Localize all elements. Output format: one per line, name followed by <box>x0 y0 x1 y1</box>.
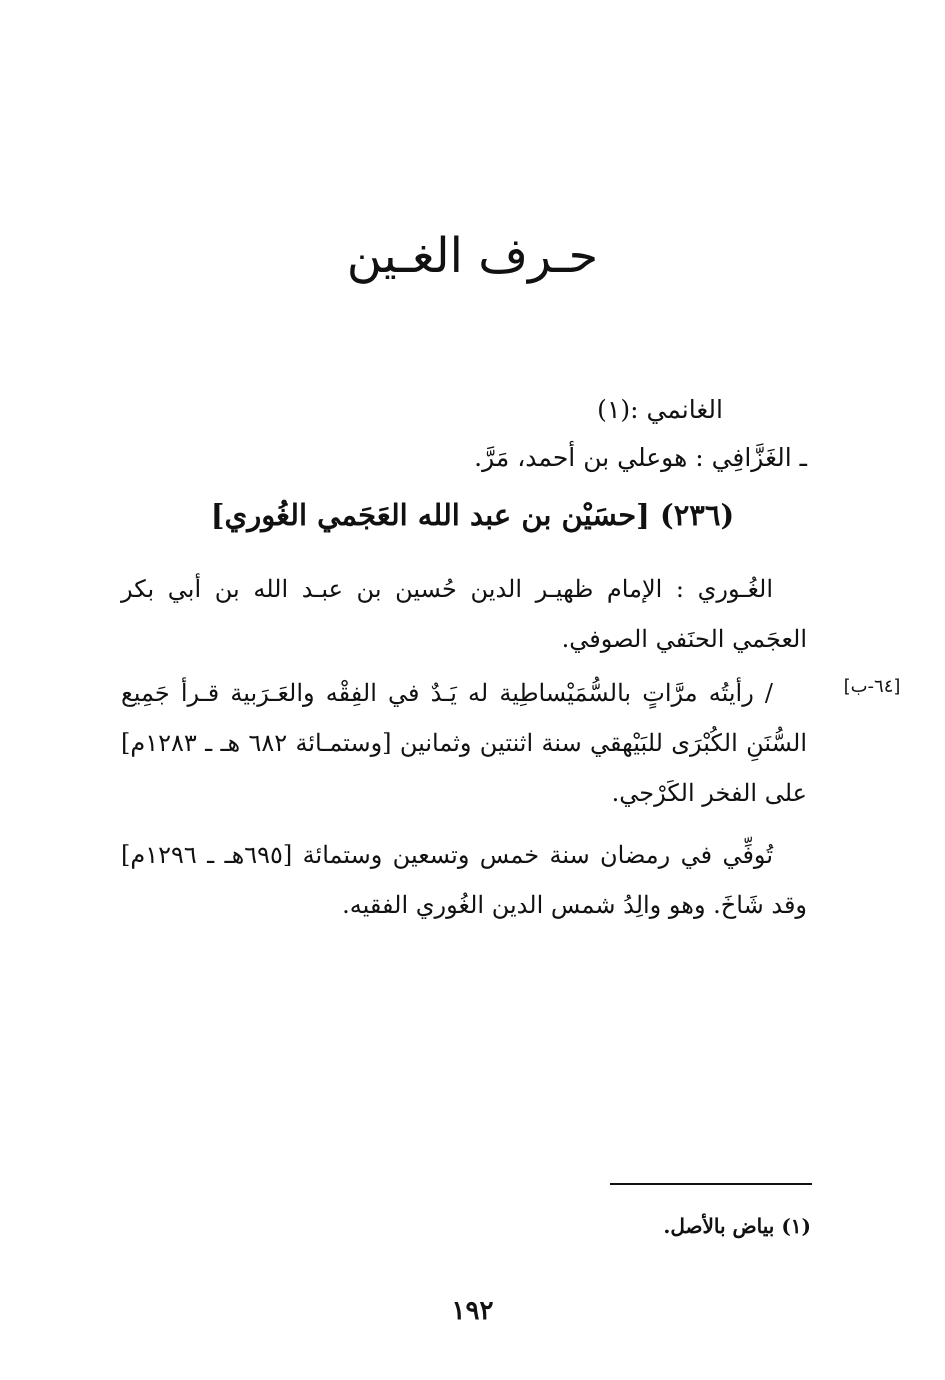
entry-ghazafi: ـ الغَزَّافِي : هوعلي بن أحمد، مَرَّ. <box>474 443 807 472</box>
paragraph-death <box>121 830 807 930</box>
paragraph-text: الغُـوري : الإمام ظهيـر الدين حُسين بن عبـد الله بن أبي بكر العجَمي الحنَفي الصوفي. <box>121 575 807 653</box>
footnote: (١) بياض بالأصل. <box>663 1214 811 1238</box>
paragraph-study <box>121 668 807 818</box>
paragraph-text: تُوفِّي في رمضان سنة خمس وتسعين وستمائة [٦٩٥هـ ـ ١٢٩٦م] وقد شَاخَ. وهو والِدُ شمس الدين الغُوري الفقيه. <box>121 841 807 919</box>
entry-heading: (٢٣٦) [حسَيْن بن عبد الله العَجَمي الغُوري] <box>210 498 735 532</box>
page-number: ١٩٢ <box>451 1296 494 1326</box>
paragraph-biography <box>121 564 807 664</box>
margin-folio-note: [٦٤-ب] <box>843 676 901 697</box>
paragraph-text: / رأيتُه مرَّاتٍ بالسُّمَيْساطِية له يَـدٌ في الفِقْه والعَـرَبية قـرأ جَمِيع السُّنَنِ الكُبْرَى للبَيْهقي سنة اثنتين وثمانين [وستمـائة ٦٨٢ هـ ـ ١٢٨٣م] على الفخر الكَرْجي. <box>121 679 807 807</box>
footnote-divider <box>610 1183 812 1185</box>
chapter-title: حـرف الغـين <box>346 228 599 284</box>
entry-ghanimi: الغانمي :(١) <box>597 395 723 424</box>
